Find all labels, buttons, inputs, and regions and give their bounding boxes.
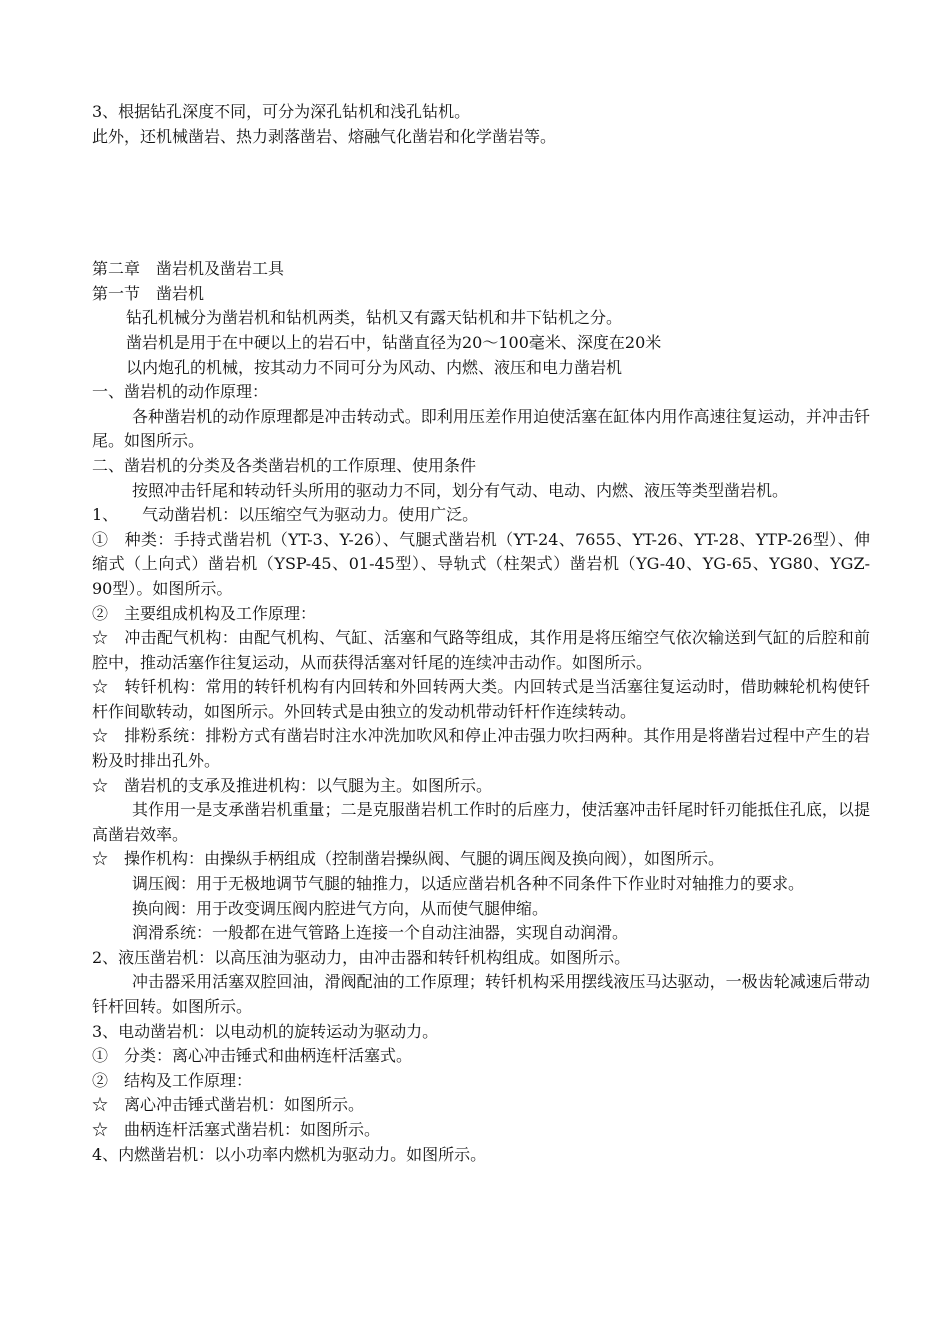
- paragraph: 各种凿岩机的动作原理都是冲击转动式。即利用压差作用迫使活塞在缸体内用作高速往复运动，并冲击钎尾。如图所示。: [92, 406, 870, 451]
- intro-line: 钻孔机械分为凿岩机和钻机两类，钻机又有露天钻机和井下钻机之分。: [126, 308, 623, 328]
- list-item: 3、电动凿岩机：以电动机的旋转运动为驱动力。: [92, 1021, 439, 1041]
- section-title: 第一节 凿岩机: [92, 283, 205, 303]
- list-item: ☆ 曲柄连杆活塞式凿岩机：如图所示。: [92, 1119, 381, 1139]
- text-line: 3、根据钻孔深度不同，可分为深孔钻机和浅孔钻机。: [92, 102, 471, 121]
- paragraph: 冲击器采用活塞双腔回油，滑阀配油的工作原理；转钎机构采用摆线液压马达驱动，一极齿轮减速后带动钎杆回转。如图所示。: [92, 972, 870, 1016]
- section-heading: 二、凿岩机的分类及各类凿岩机的工作原理、使用条件: [92, 455, 477, 475]
- paragraph: ☆ 冲击配气机构：由配气机构、气缸、活塞和气路等组成，其作用是将压缩空气依次输送到气缸的后腔和前腔中，推动活塞作往复运动，从而获得活塞对钎尾的连续冲击动作。如图所示。: [92, 628, 870, 672]
- list-item: ☆ 离心冲击锤式凿岩机：如图所示。: [92, 1095, 365, 1115]
- list-item: ② 结构及工作原理：: [92, 1070, 253, 1090]
- paragraph: 换向阀：用于改变调压阀内腔进气方向，从而使气腿伸缩。: [132, 898, 549, 918]
- list-item: ☆ 凿岩机的支承及推进机构：以气腿为主。如图所示。: [92, 775, 493, 795]
- paragraph: ☆ 转钎机构：常用的转钎机构有内回转和外回转两大类。内回转式是当活塞往复运动时，借助棘轮机构使钎杆作间歇转动，如图所示。外回转式是由独立的发动机带动钎杆作连续转动。: [92, 677, 870, 721]
- list-item: 4、内燃凿岩机：以小功率内燃机为驱动力。如图所示。: [92, 1144, 487, 1164]
- section-heading: 一、凿岩机的动作原理：: [92, 382, 269, 402]
- chapter-title: 第二章 凿岩机及凿岩工具: [92, 259, 285, 279]
- paragraph: 调压阀：用于无极地调节气腿的轴推力，以适应凿岩机各种不同条件下作业时对轴推力的要求。: [132, 874, 805, 894]
- paragraph: ① 种类：手持式凿岩机（YT-3、Y-26）、气腿式凿岩机（YT-24、7655、YT-26、YT-28、YTP-26型）、伸缩式（上向式）凿岩机（YSP-45、01-45型）、导轨式（柱架式）凿岩机（YG-40、YG-65、YG80、YGZ-90型）。如图所示。: [92, 529, 870, 598]
- paragraph: ☆ 排粉系统：排粉方式有凿岩时注水冲洗加吹风和停止冲击强力吹扫两种。其作用是将凿岩过程中产生的岩粉及时排出孔外。: [92, 726, 870, 771]
- intro-line: 凿岩机是用于在中硬以上的岩石中，钻凿直径为20～100毫米、深度在20米: [126, 332, 662, 352]
- text-line: 此外，还机械凿岩、热力剥落凿岩、熔融气化凿岩和化学凿岩等。: [92, 126, 557, 146]
- list-item: ① 分类：离心冲击锤式和曲柄连杆活塞式。: [92, 1046, 413, 1066]
- list-item: 2、液压凿岩机：以高压油为驱动力，由冲击器和转钎机构组成。如图所示。: [92, 947, 631, 967]
- paragraph: 按照冲击钎尾和转动钎头所用的驱动力不同，划分有气动、电动、内燃、液压等类型凿岩机。: [132, 480, 789, 500]
- list-item: 1、 气动凿岩机：以压缩空气为驱动力。使用广泛。: [92, 505, 479, 525]
- blank-space: [92, 149, 870, 257]
- intro-line: 以内炮孔的机械，按其动力不同可分为风动、内燃、液压和电力凿岩机: [126, 357, 623, 377]
- list-item: ☆ 操作机构：由操纵手柄组成（控制凿岩操纵阀、气腿的调压阀及换向阀），如图所示。: [92, 849, 725, 869]
- list-item: ② 主要组成机构及工作原理：: [92, 603, 317, 623]
- paragraph: 其作用一是支承凿岩机重量；二是克服凿岩机工作时的后座力，使活塞冲击钎尾时钎刃能抵住孔底，以提高凿岩效率。: [92, 800, 870, 844]
- document-page: [92, 100, 870, 1167]
- paragraph: 润滑系统：一般都在进气管路上连接一个自动注油器，实现自动润滑。: [132, 923, 629, 943]
